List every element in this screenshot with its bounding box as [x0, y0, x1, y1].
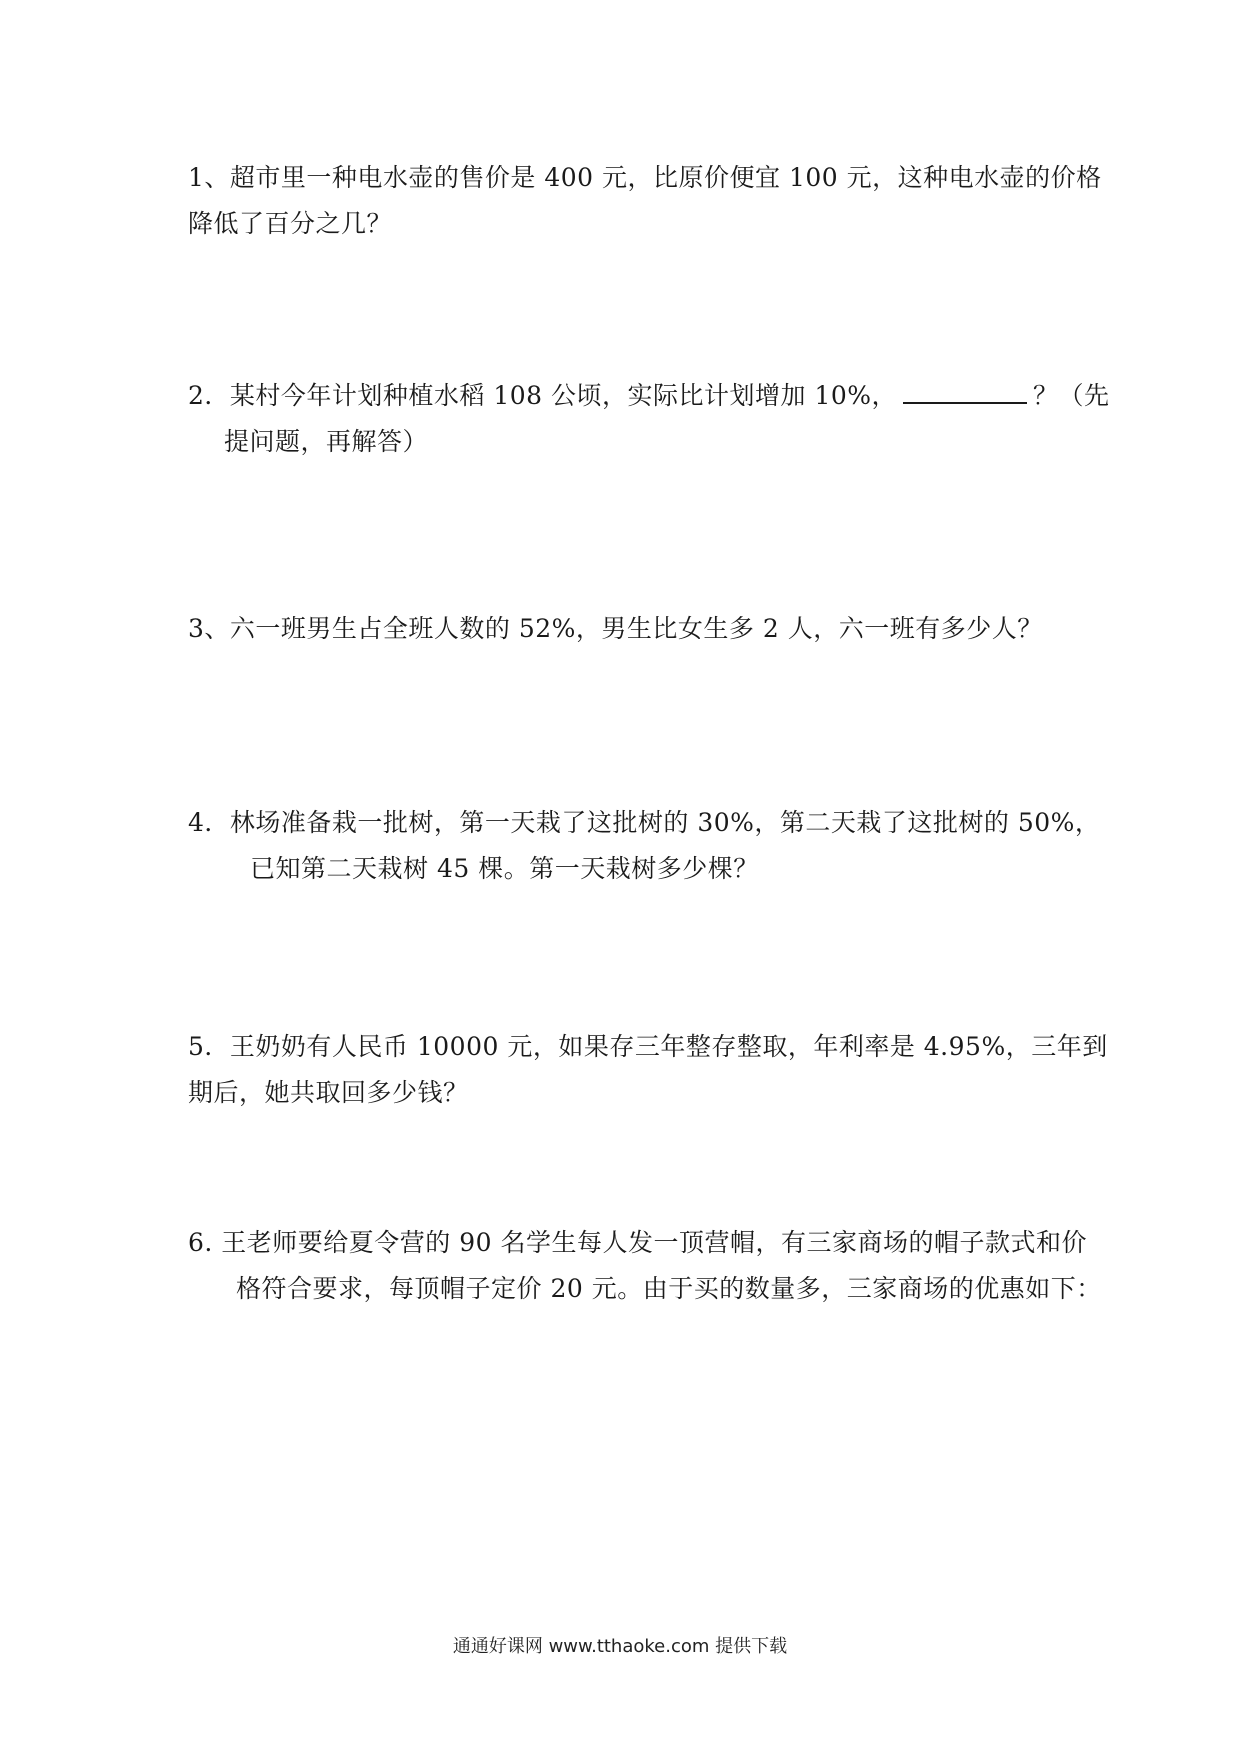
- question-2: [188, 373, 1110, 465]
- question-3: [188, 606, 1068, 652]
- question-2-text-before-blank: 2．某村今年计划种植水稻 108 公顷，实际比计划增加 10%，: [188, 381, 898, 410]
- question-6: [188, 1220, 1102, 1312]
- question-2-line-2: 提问题，再解答）: [224, 427, 429, 456]
- question-5-line-2: 期后，她共取回多少钱？: [188, 1078, 469, 1107]
- question-2-text-after-blank: ？（先: [1033, 381, 1110, 410]
- question-6-line-2: 格符合要求，每顶帽子定价 20 元。由于买的数量多，三家商场的优惠如下：: [236, 1274, 1102, 1303]
- question-4-line-2: 已知第二天栽树 45 棵。第一天栽树多少棵？: [250, 854, 759, 883]
- page-footer: 通通好课网 www.tthaoke.com 提供下载: [452, 1636, 788, 1657]
- question-5-line-1: 5．王奶奶有人民币 10000 元，如果存三年整存整取，年利率是 4.95%，三年到: [188, 1032, 1108, 1061]
- question-1-line-2: 降低了百分之几？: [188, 209, 393, 238]
- question-4-line-1: 4．林场准备栽一批树，第一天栽了这批树的 30%，第二天栽了这批树的 50%，: [188, 808, 1101, 837]
- question-1: [188, 155, 1102, 247]
- question-4: [188, 800, 1101, 892]
- question-3-line-1: 3、六一班男生占全班人数的 52%，男生比女生多 2 人，六一班有多少人？: [188, 614, 1043, 643]
- question-2-line-1: [188, 373, 1110, 419]
- question-6-line-1: 6. 王老师要给夏令营的 90 名学生每人发一顶营帽，有三家商场的帽子款式和价: [188, 1228, 1088, 1257]
- answer-blank[interactable]: [903, 382, 1027, 404]
- question-1-line-1: 1、超市里一种电水壶的售价是 400 元，比原价便宜 100 元，这种电水壶的价格: [188, 163, 1102, 192]
- question-5: [188, 1024, 1108, 1116]
